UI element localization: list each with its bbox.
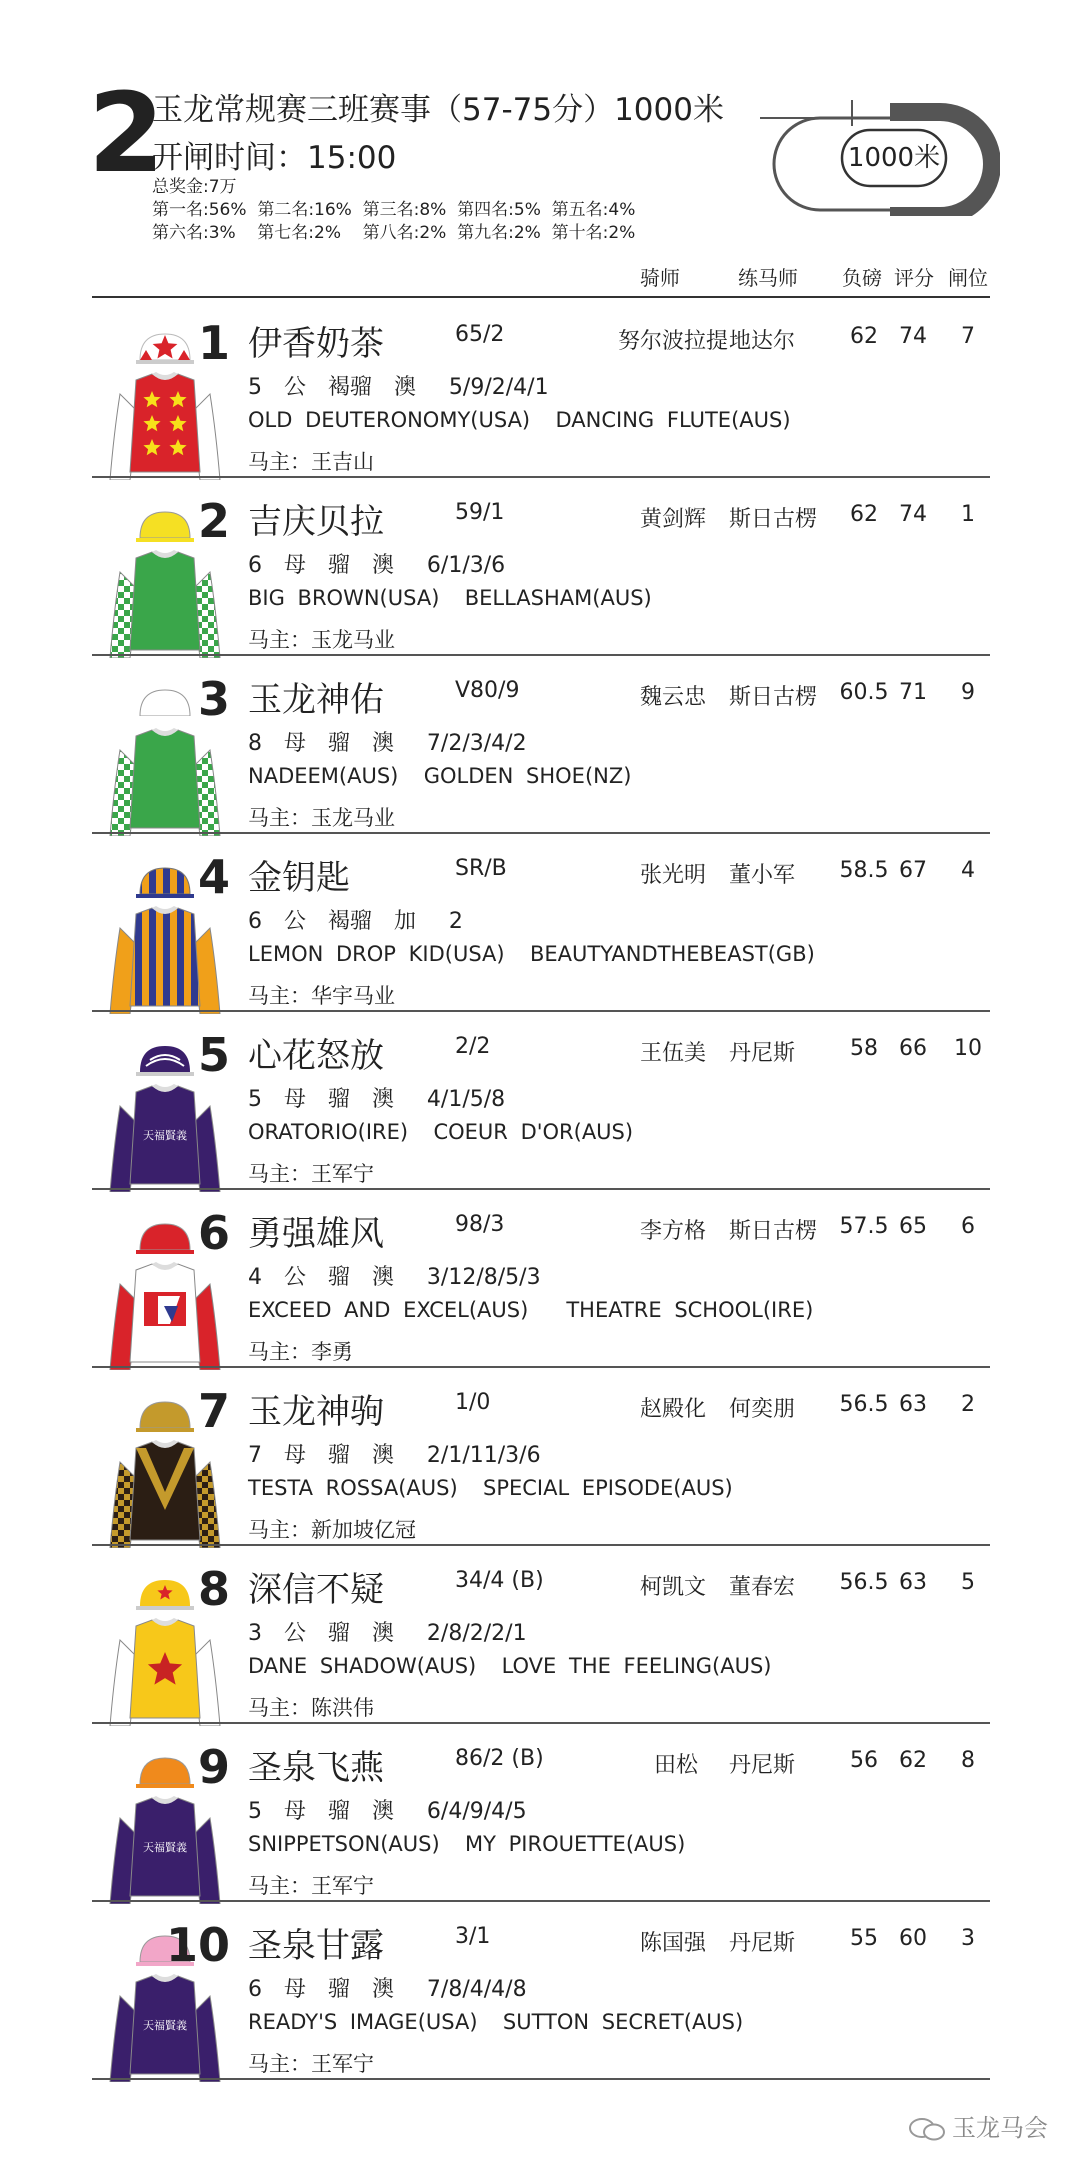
draw: 5 xyxy=(961,1570,975,1595)
rating: 63 xyxy=(899,1392,927,1417)
weight: 56 xyxy=(850,1748,878,1773)
trainer-name: 地达尔 xyxy=(729,329,796,354)
rating: 62 xyxy=(899,1748,927,1773)
divider xyxy=(92,2078,990,2080)
runner-number: 5 xyxy=(197,1028,230,1082)
col-rating: 评分 xyxy=(894,266,934,290)
trainer-name: 董春宏 xyxy=(729,1575,796,1600)
odds: 2/2 xyxy=(455,1034,491,1059)
race-header xyxy=(0,0,1080,290)
horse-name: 勇强雄风 xyxy=(248,1214,384,1254)
rating: 67 xyxy=(899,858,927,883)
weight: 58.5 xyxy=(839,858,889,883)
runner-row xyxy=(0,1546,1080,1724)
jockey-name: 张光明 xyxy=(640,863,707,888)
pedigree: TESTA ROSSA(AUS) SPECIAL EPISODE(AUS) xyxy=(248,1476,733,1500)
horse-info: 4 公 骝 澳 3/12/8/5/3 xyxy=(248,1265,541,1290)
prize-splits-2: 第六名:3% 第七名:2% 第八名:2% 第九名:2% 第十名:2% xyxy=(152,223,636,243)
svg-text:天福賢義: 天福賢義 xyxy=(143,1129,187,1142)
horse-info: 5 母 骝 澳 6/4/9/4/5 xyxy=(248,1799,527,1824)
runner-row xyxy=(0,478,1080,656)
owner: 马主：王军宁 xyxy=(248,1162,374,1186)
col-trainer: 练马师 xyxy=(738,266,798,290)
weight: 58 xyxy=(850,1036,878,1061)
trainer-name: 丹尼斯 xyxy=(729,1041,796,1066)
rating: 74 xyxy=(899,324,927,349)
start-time: 开闸时间：15:00 xyxy=(152,140,397,176)
runner-row xyxy=(0,1368,1080,1546)
runner-number: 7 xyxy=(197,1384,230,1438)
jockey-name: 李方格 xyxy=(640,1219,707,1244)
col-draw: 闸位 xyxy=(948,266,988,290)
odds: 59/1 xyxy=(455,500,505,525)
weight: 60.5 xyxy=(839,680,889,705)
runner-number: 3 xyxy=(197,672,230,726)
horse-name: 金钥匙 xyxy=(248,858,350,898)
runner-number: 9 xyxy=(197,1740,230,1794)
odds: 1/0 xyxy=(455,1390,491,1415)
horse-name: 玉龙神驹 xyxy=(248,1392,384,1432)
owner: 马主：新加坡亿冠 xyxy=(248,1518,416,1542)
trainer-name: 何奕朋 xyxy=(729,1397,796,1422)
runner-number: 2 xyxy=(197,494,230,548)
runner-row xyxy=(0,1012,1080,1190)
trainer-name: 斯日古楞 xyxy=(729,685,818,710)
race-title: 玉龙常规赛三班赛事（57-75分）1000米 xyxy=(152,92,724,128)
draw: 9 xyxy=(961,680,975,705)
horse-name: 吉庆贝拉 xyxy=(248,502,384,542)
pedigree: DANE SHADOW(AUS) LOVE THE FEELING(AUS) xyxy=(248,1654,772,1678)
prize-info xyxy=(152,176,635,245)
trainer-name: 丹尼斯 xyxy=(729,1931,796,1956)
pedigree: READY'S IMAGE(USA) SUTTON SECRET(AUS) xyxy=(248,2010,744,2034)
horse-info: 6 母 骝 澳 7/8/4/4/8 xyxy=(248,1977,527,2002)
weight: 56.5 xyxy=(839,1392,889,1417)
pedigree: LEMON DROP KID(USA) BEAUTYANDTHEBEAST(GB) xyxy=(248,942,815,966)
svg-text:天福賢義: 天福賢義 xyxy=(143,1841,187,1854)
horse-info: 3 公 骝 澳 2/8/2/2/1 xyxy=(248,1621,527,1646)
runner-number: 1 xyxy=(197,316,230,370)
odds: 34/4 (B) xyxy=(455,1568,544,1593)
rating: 65 xyxy=(899,1214,927,1239)
rating: 63 xyxy=(899,1570,927,1595)
race-number: 2 xyxy=(88,69,165,197)
runner-row xyxy=(0,300,1080,478)
horse-info: 6 母 骝 澳 6/1/3/6 xyxy=(248,553,506,578)
col-weight: 负磅 xyxy=(842,266,882,290)
horse-name: 玉龙神佑 xyxy=(248,680,384,720)
horse-name: 圣泉飞燕 xyxy=(248,1748,384,1788)
jockey-name: 柯凯文 xyxy=(640,1575,707,1600)
jockey-name: 王伍美 xyxy=(640,1041,707,1066)
wechat-icon xyxy=(908,2117,946,2141)
footer-brand xyxy=(908,2108,1048,2143)
runner-number: 4 xyxy=(197,850,230,904)
owner: 马主：华宇马业 xyxy=(248,984,395,1008)
draw: 10 xyxy=(954,1036,982,1061)
runner-row xyxy=(0,1190,1080,1368)
horse-info: 8 母 骝 澳 7/2/3/4/2 xyxy=(248,731,527,756)
runner-number: 8 xyxy=(197,1562,230,1616)
track-diagram xyxy=(760,86,1000,216)
weight: 62 xyxy=(850,324,878,349)
divider xyxy=(92,296,990,298)
rating: 66 xyxy=(899,1036,927,1061)
draw: 7 xyxy=(961,324,975,349)
jockey-name: 赵殿化 xyxy=(640,1397,707,1422)
column-headers xyxy=(0,262,1080,292)
trainer-name: 斯日古楞 xyxy=(729,1219,818,1244)
jockey-name: 努尔波拉提 xyxy=(618,329,729,354)
jockey-name: 魏云忠 xyxy=(640,685,707,710)
svg-text:天福賢義: 天福賢義 xyxy=(143,2019,187,2032)
horse-info: 5 母 骝 澳 4/1/5/8 xyxy=(248,1087,506,1112)
horse-name: 深信不疑 xyxy=(248,1570,384,1610)
runner-row xyxy=(0,1724,1080,1902)
runner-row xyxy=(0,834,1080,1012)
horse-info: 7 母 骝 澳 2/1/11/3/6 xyxy=(248,1443,541,1468)
owner: 马主：玉龙马业 xyxy=(248,806,395,830)
horse-name: 心花怒放 xyxy=(248,1036,384,1076)
weight: 62 xyxy=(850,502,878,527)
odds: 86/2 (B) xyxy=(455,1746,544,1771)
prize-splits-1: 第一名:56% 第二名:16% 第三名:8% 第四名:5% 第五名:4% xyxy=(152,200,636,220)
trainer-name: 丹尼斯 xyxy=(729,1753,796,1778)
odds: V80/9 xyxy=(455,678,520,703)
rating: 74 xyxy=(899,502,927,527)
draw: 4 xyxy=(961,858,975,883)
rating: 71 xyxy=(899,680,927,705)
pedigree: BIG BROWN(USA) BELLASHAM(AUS) xyxy=(248,586,652,610)
footer-text: 玉龙马会 xyxy=(952,2114,1048,2142)
owner: 马主：王军宁 xyxy=(248,1874,374,1898)
total-prize: 总奖金:7万 xyxy=(152,177,237,197)
runner-row xyxy=(0,656,1080,834)
weight: 56.5 xyxy=(839,1570,889,1595)
horse-info: 5 公 褐骝 澳 5/9/2/4/1 xyxy=(248,375,549,400)
pedigree: SNIPPETSON(AUS) MY PIROUETTE(AUS) xyxy=(248,1832,686,1856)
draw: 6 xyxy=(961,1214,975,1239)
track-label: 1000米 xyxy=(847,143,941,173)
draw: 8 xyxy=(961,1748,975,1773)
pedigree: EXCEED AND EXCEL(AUS) THEATRE SCHOOL(IRE) xyxy=(248,1298,814,1322)
pedigree: NADEEM(AUS) GOLDEN SHOE(NZ) xyxy=(248,764,632,788)
odds: 65/2 xyxy=(455,322,505,347)
runner-row xyxy=(0,1902,1080,2080)
owner: 马主：王军宁 xyxy=(248,2052,374,2076)
horse-name: 伊香奶茶 xyxy=(248,324,384,364)
col-jockey: 骑师 xyxy=(640,266,680,290)
horse-info: 6 公 褐骝 加 2 xyxy=(248,909,463,934)
trainer-name: 斯日古楞 xyxy=(729,507,818,532)
owner: 马主：玉龙马业 xyxy=(248,628,395,652)
draw: 1 xyxy=(961,502,975,527)
jockey-name: 陈国强 xyxy=(640,1931,707,1956)
owner: 马主：王吉山 xyxy=(248,450,374,474)
horse-name: 圣泉甘露 xyxy=(248,1926,384,1966)
draw: 3 xyxy=(961,1926,975,1951)
runner-number: 6 xyxy=(197,1206,230,1260)
odds: 3/1 xyxy=(455,1924,491,1949)
pedigree: ORATORIO(IRE) COEUR D'OR(AUS) xyxy=(248,1120,634,1144)
weight: 55 xyxy=(850,1926,878,1951)
rating: 60 xyxy=(899,1926,927,1951)
jockey-name: 田松 xyxy=(654,1753,699,1778)
trainer-name: 董小军 xyxy=(729,863,796,888)
odds: 98/3 xyxy=(455,1212,505,1237)
weight: 57.5 xyxy=(839,1214,889,1239)
runner-number: 10 xyxy=(165,1918,230,1972)
owner: 马主：李勇 xyxy=(248,1340,353,1364)
owner: 马主：陈洪伟 xyxy=(248,1696,374,1720)
jockey-name: 黄剑辉 xyxy=(640,507,707,532)
pedigree: OLD DEUTERONOMY(USA) DANCING FLUTE(AUS) xyxy=(248,408,791,432)
draw: 2 xyxy=(961,1392,975,1417)
odds: SR/B xyxy=(455,856,507,881)
